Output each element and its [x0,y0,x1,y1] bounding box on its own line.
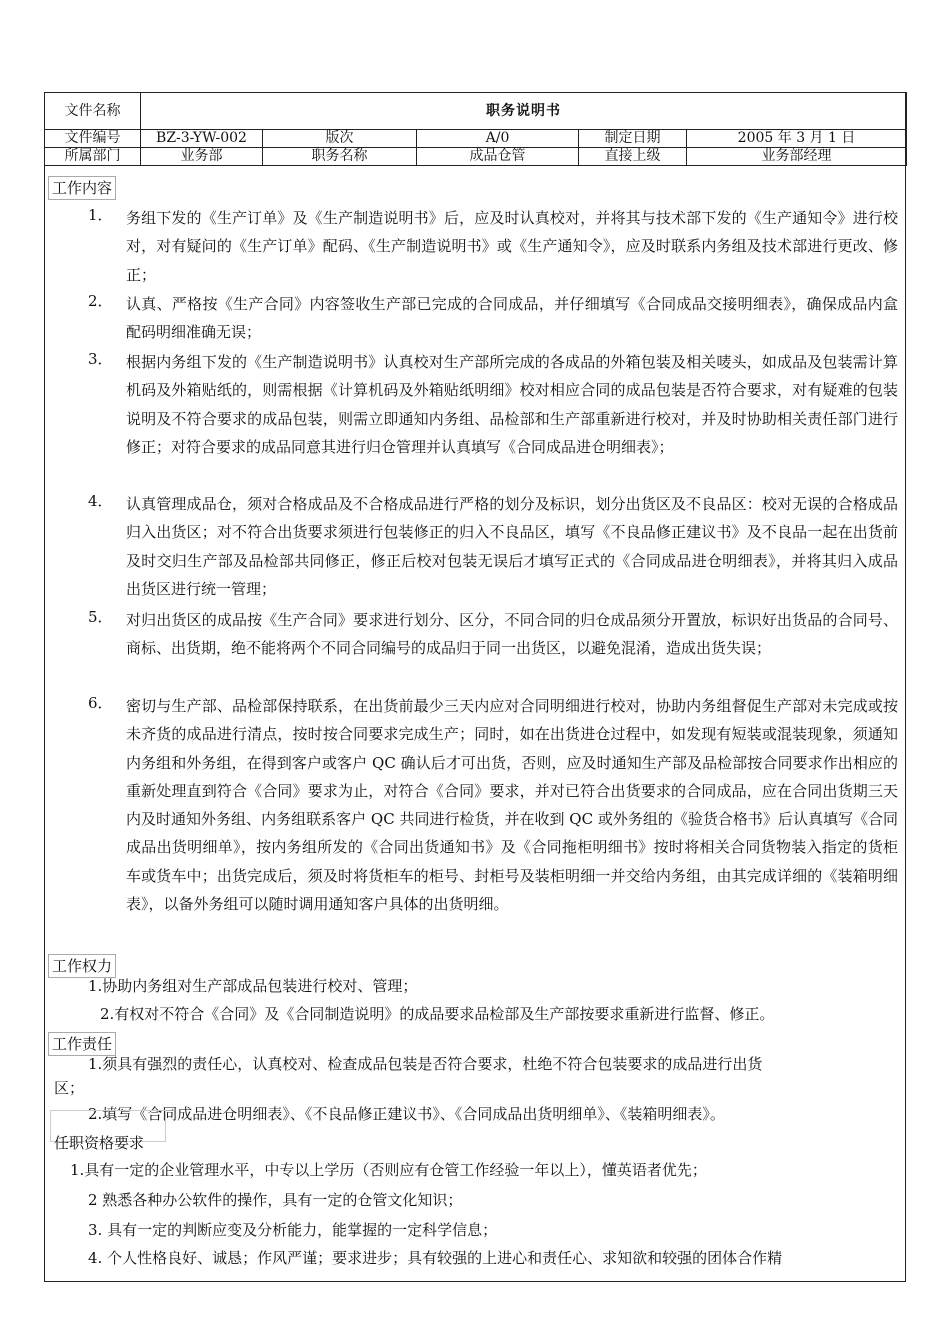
file-no-value: BZ-3-YW-002 [141,130,263,148]
work-content-heading: 工作内容 [48,176,116,200]
item-number: 4． [88,492,113,510]
item-number: 3． [88,350,113,368]
version-value: A/0 [417,130,579,148]
header-table [44,92,907,166]
item-text: 对归出货区的成品按《生产合同》要求进行划分、区分，不同合同的归仓成品须分开置放，标识好出货品的合同号、商标、出货期，绝不能将两个不同合同编号的成品归于同一出货区，以避免混淆，造成出货失误； [126,611,898,658]
responsibility-line: 1.须具有强烈的责任心，认真校对、检查成品包装是否符合要求，杜绝不符合包装要求的成品进行出货 [88,1055,763,1073]
position-value: 成品仓管 [417,148,579,166]
work-authority-heading: 工作权力 [48,954,116,978]
file-name-label: 文件名称 [45,93,141,130]
qualifications-heading: 任职资格要求 [54,1134,145,1152]
authority-line: 1.协助内务组对生产部成品包装进行校对、管理； [88,977,418,995]
version-label: 版次 [263,130,417,148]
file-no-label: 文件编号 [45,130,141,148]
item-text: 根据内务组下发的《生产制造说明书》认真校对生产部所完成的各成品的外箱包装及相关唛头，如成品及包装需计算机码及外箱贴纸的，则需根据《计算机码及外箱贴纸明细》校对相应合同的成品包装是否符合要求，对有疑难的包装说明及不符合要求的成品包装，则需立即通知内务组、品检部和生产部重新进行校对，并及时协助相关责任部门进行修正；对符合要求的成品同意其进行归仓管理并认真填写《合同成品进仓明细表》； [126,353,898,456]
superior-label: 直接上级 [579,148,687,166]
document-title: 职务说明书 [141,93,907,130]
date-label: 制定日期 [579,130,687,148]
position-label: 职务名称 [263,148,417,166]
date-value: 2005 年 3 月 1 日 [687,130,907,148]
item-number: 2． [88,292,113,310]
work-responsibility-heading: 工作责任 [48,1032,116,1056]
dept-label: 所属部门 [45,148,141,166]
responsibility-line-continued: 区； [54,1079,85,1097]
qualification-line: 3. 具有一定的判断应变及分析能力，能掌握的一定科学信息； [88,1221,498,1239]
qualification-line: 2 熟悉各种办公软件的操作，具有一定的仓管文化知识； [88,1191,463,1209]
item-text: 认真管理成品仓，须对合格成品及不合格成品进行严格的划分及标识，划分出货区及不良品区：校对无误的合格成品归入出货区；对不符合出货要求须进行包装修正的归入不良品区，填写《不良品修正建议书》及不良品一起在出货前及时交归生产部及品检部共同修正，修正后校对包装无误后才填写正式的《合同成品进仓明细表》，并将其归入成品出货区进行统一管理； [126,495,898,598]
item-number: 1． [88,206,113,224]
authority-line: 2.有权对不符合《合同》及《合同制造说明》的成品要求品检部及生产部按要求重新进行监督、修正。 [100,1005,775,1023]
item-text: 认真、严格按《生产合同》内容签收生产部已完成的合同成品，并仔细填写《合同成品交接明细表》，确保成品内盒配码明细准确无误； [126,295,898,342]
superior-value: 业务部经理 [687,148,907,166]
item-number: 5． [88,608,113,626]
dept-value: 业务部 [141,148,263,166]
qualification-line: 4. 个人性格良好、诚恳；作风严谨；要求进步；具有较强的上进心和责任心、求知欲和较强的团体合作精 [88,1249,783,1267]
responsibility-line: 2.填写《合同成品进仓明细表》、《不良品修正建议书》、《合同成品出货明细单》、《装箱明细表》。 [88,1105,725,1123]
item-text: 务组下发的《生产订单》及《生产制造说明书》后，应及时认真校对，并将其与技术部下发的《生产通知令》进行校对，对有疑问的《生产订单》配码、《生产制造说明书》或《生产通知令》，应及时联系内务组及技术部进行更改、修正； [126,209,898,284]
item-text: 密切与生产部、品检部保持联系，在出货前最少三天内应对合同明细进行校对，协助内务组督促生产部对未完成或按未齐货的成品进行清点，按时按合同要求完成生产；同时，如在出货进仓过程中，如发现有短装或混装现象，须通知内务组和外务组，在得到客户或客户 QC 确认后才可出货，否则，应及时通知生产部及品检部按合同要求作出相应的重新处理直到符合《合同》要求为止，对符合《合同》要求，并对已符合出货要求的合同成品，应在合同出货期三天内及时通知外务组、内务组联系客户 QC 共同进行检货，并在收到 QC 或外务组的《验货合格书》后认真填写《合同成品出货明细单》，按内务组所发的《合同出货通知书》及《合同拖柜明细书》按时将相关合同货物装入指定的货柜车或货车中；出货完成后，须及时将货柜车的柜号、封柜号及装柜明细一并交给内务组，由其完成详细的《装箱明细表》，以备外务组可以随时调用通知客户具体的出货明细。 [126,697,898,914]
qualification-line: 1.具有一定的企业管理水平，中专以上学历（否则应有仓管工作经验一年以上），懂英语者优先； [70,1161,707,1179]
item-number: 6． [88,694,113,712]
